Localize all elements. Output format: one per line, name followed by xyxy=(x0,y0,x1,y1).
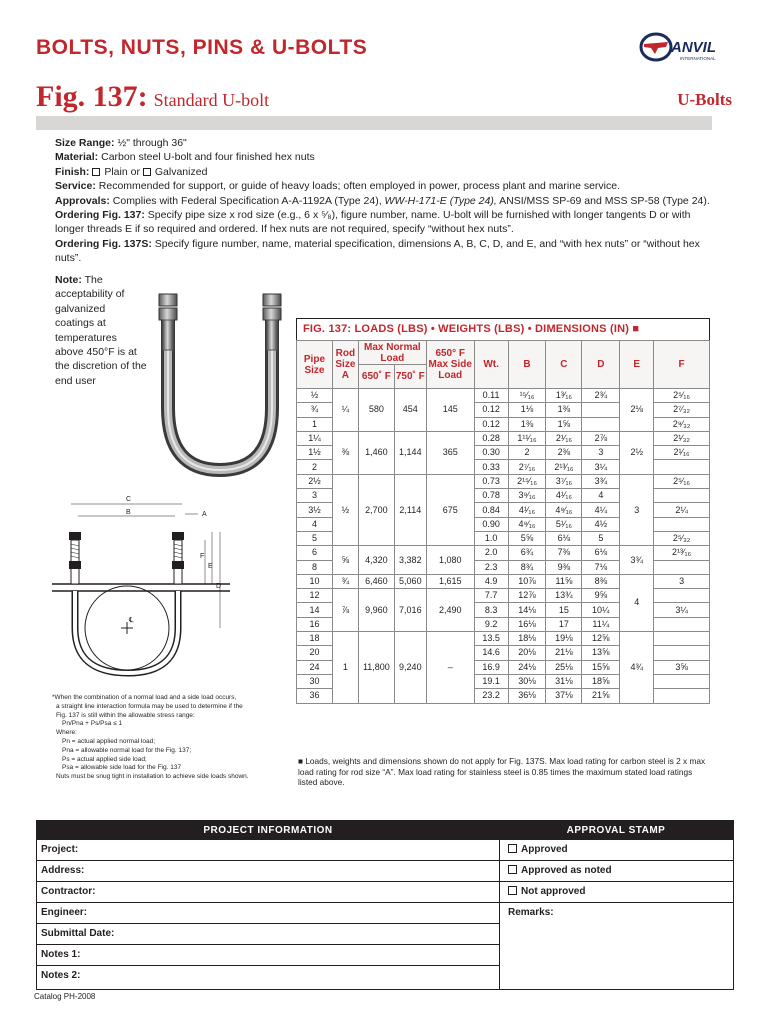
cell-pipe-size: ¾ xyxy=(297,403,333,417)
cell-b: ¹⁵⁄₁₆ xyxy=(508,389,546,403)
cell-weight: 23.2 xyxy=(474,689,508,703)
material-label: Material: xyxy=(55,151,99,164)
contractor-field[interactable]: Contractor: xyxy=(37,882,499,903)
specifications xyxy=(55,136,715,266)
dimensions-table-container xyxy=(296,318,710,704)
cell-normal-650: 2,700 xyxy=(358,474,394,545)
cell-f: 2⁵⁄₃₂ xyxy=(654,531,710,545)
submittal-date-field[interactable]: Submittal Date: xyxy=(37,924,499,945)
remarks-label: Remarks: xyxy=(508,907,554,918)
col-b: B xyxy=(508,341,546,389)
cell-weight: 0.28 xyxy=(474,431,508,445)
cell-weight: 2.3 xyxy=(474,560,508,574)
not-approved-label: Not approved xyxy=(521,886,586,897)
cell-f: 3 xyxy=(654,574,710,588)
formula-line: Pn = actual applied normal load; xyxy=(62,737,156,745)
cell-weight: 0.84 xyxy=(474,503,508,517)
cell-b: 30⅛ xyxy=(508,674,546,688)
approval-stamp-header: APPROVAL STAMP xyxy=(566,825,666,836)
cell-f: 2¹⁄₁₆ xyxy=(654,446,710,460)
cell-c: 3⁷⁄₁₆ xyxy=(546,474,582,488)
u-bolt-image xyxy=(140,288,300,478)
cell-weight: 0.12 xyxy=(474,403,508,417)
formula-line: Pn/Pna + Ps/Psa ≤ 1 xyxy=(62,720,123,728)
cell-e: 4¾ xyxy=(620,632,654,703)
formula-line: Fig. 137 is still within the allowable stress range: xyxy=(56,711,195,719)
cell-b: 1⅛ xyxy=(508,403,546,417)
cell-c: 1³⁄₁₆ xyxy=(546,389,582,403)
cell-pipe-size: 10 xyxy=(297,574,333,588)
centerline-label: ℄ xyxy=(129,617,134,624)
figure-title xyxy=(36,80,269,114)
service: Recommended for support, or guide of heavy loads; often employed in power, process plant and marine service. xyxy=(98,180,621,193)
cell-pipe-size: 3 xyxy=(297,489,333,503)
cell-c: 11⅝ xyxy=(546,574,582,588)
cell-pipe-size: 5 xyxy=(297,531,333,545)
cell-c: 19⅛ xyxy=(546,632,582,646)
cell-weight: 16.9 xyxy=(474,660,508,674)
cell-c: 2¹⁄₁₆ xyxy=(546,431,582,445)
cell-normal-650: 580 xyxy=(358,389,394,432)
cell-pipe-size: 12 xyxy=(297,589,333,603)
cell-c: 15 xyxy=(546,603,582,617)
cell-c: 25⅛ xyxy=(546,660,582,674)
finish-galvanized: Galvanized xyxy=(154,165,208,178)
cell-e: 2⅛ xyxy=(620,389,654,432)
cell-weight: 8.3 xyxy=(474,603,508,617)
cell-c: 5¹⁄₁₆ xyxy=(546,517,582,531)
cell-b: 5⅝ xyxy=(508,531,546,545)
approvals-b: WW-H-171-E (Type 24), xyxy=(384,194,497,207)
cell-normal-650: 11,800 xyxy=(358,632,394,703)
approved-as-noted-option[interactable] xyxy=(500,861,733,882)
anvil-logo xyxy=(638,30,738,66)
cell-b: 12⅞ xyxy=(508,589,546,603)
cell-weight: 0.33 xyxy=(474,460,508,474)
cell-d: 3¾ xyxy=(582,474,620,488)
cell-pipe-size: 1 xyxy=(297,417,333,431)
cell-f xyxy=(654,460,710,474)
cell-c: 31⅛ xyxy=(546,674,582,688)
cell-pipe-size: 24 xyxy=(297,660,333,674)
cell-side-load: – xyxy=(426,632,474,703)
cell-pipe-size: 8 xyxy=(297,560,333,574)
cell-f: 2¼ xyxy=(654,503,710,517)
cell-weight: 0.90 xyxy=(474,517,508,531)
approvals-a: Complies with Federal Specification A-A-1192A (Type 24), xyxy=(112,194,382,207)
cell-rod-size: ⅞ xyxy=(332,589,358,632)
cell-d xyxy=(582,403,620,417)
cell-d: 13⅝ xyxy=(582,646,620,660)
cell-pipe-size: 16 xyxy=(297,617,333,631)
dim-a-label: A xyxy=(202,511,207,518)
cell-weight: 2.0 xyxy=(474,546,508,560)
section-title: BOLTS, NUTS, PINS & U-BOLTS xyxy=(36,36,368,59)
cell-rod-size: 1 xyxy=(332,632,358,703)
cell-d: 12⅝ xyxy=(582,632,620,646)
not-approved-option[interactable] xyxy=(500,882,733,903)
cell-normal-650: 9,960 xyxy=(358,589,394,632)
header-band xyxy=(36,116,712,130)
cell-normal-750: 1,144 xyxy=(394,431,426,474)
finish-label: Finish: xyxy=(55,165,90,178)
cell-side-load: 1,615 xyxy=(426,574,474,588)
cell-c: 21⅛ xyxy=(546,646,582,660)
interaction-formula xyxy=(52,694,302,782)
table-row xyxy=(297,389,710,403)
cell-b: 2⁷⁄₁₆ xyxy=(508,460,546,474)
cell-normal-650: 1,460 xyxy=(358,431,394,474)
cell-weight: 4.9 xyxy=(474,574,508,588)
address-field[interactable]: Address: xyxy=(37,861,499,882)
form-header xyxy=(37,821,733,840)
ordering-137s: Specify figure number, name, material specification, dimensions A, B, C, D, and E, and “with hex nuts” or “without hex nuts”. xyxy=(55,237,700,265)
figure-number: Fig. 137: xyxy=(36,80,148,113)
plain-checkbox xyxy=(92,168,100,176)
cell-d: 21⅝ xyxy=(582,689,620,703)
dim-e-label: E xyxy=(208,563,213,570)
cell-f: 2⁷⁄₃₂ xyxy=(654,403,710,417)
cell-rod-size: ¼ xyxy=(332,389,358,432)
cell-weight: 19.1 xyxy=(474,674,508,688)
cell-b: 3⁹⁄₁₆ xyxy=(508,489,546,503)
project-information-form xyxy=(36,820,734,990)
project-info-header: PROJECT INFORMATION xyxy=(203,825,333,836)
cell-d: 7⅛ xyxy=(582,560,620,574)
cell-d: 11¼ xyxy=(582,617,620,631)
cell-c: 9⅜ xyxy=(546,560,582,574)
cell-f xyxy=(654,689,710,703)
cell-c: 4¹⁄₁₆ xyxy=(546,489,582,503)
cell-d: 4 xyxy=(582,489,620,503)
cell-pipe-size: 2½ xyxy=(297,474,333,488)
cell-b: 36⅛ xyxy=(508,689,546,703)
formula-line: Psa = allowable side load for the Fig. 137 xyxy=(62,764,182,772)
cell-weight: 0.73 xyxy=(474,474,508,488)
cell-d: 2⅞ xyxy=(582,431,620,445)
logo-subtext: INTERNATIONAL xyxy=(680,56,716,61)
cell-f: 2⁵⁄₁₆ xyxy=(654,389,710,403)
formula-line: Pna = allowable normal load for the Fig. 137; xyxy=(62,746,192,754)
cell-pipe-size: 18 xyxy=(297,632,333,646)
table-row xyxy=(297,574,710,588)
approvals-label: Approvals: xyxy=(55,194,110,207)
col-side-load: 650° F Max Side Load xyxy=(426,341,474,389)
galvanized-checkbox xyxy=(143,168,151,176)
formula-line: a straight line interaction formula may be used to determine if the xyxy=(56,702,243,710)
col-650: 650˚ F xyxy=(358,365,394,389)
cell-pipe-size: 4 xyxy=(297,517,333,531)
cell-c: 7⅜ xyxy=(546,546,582,560)
cell-b: 24⅛ xyxy=(508,660,546,674)
formula-line: Ps = actual applied side load; xyxy=(62,755,147,763)
note-text: The acceptability of galvanized coatings at temperatures above 450°F is at the discretion of the end user xyxy=(55,274,147,387)
cell-normal-750: 5,060 xyxy=(394,574,426,588)
cell-d: 8⅜ xyxy=(582,574,620,588)
cell-b: 16⅛ xyxy=(508,617,546,631)
cell-b: 14⅛ xyxy=(508,603,546,617)
col-pipe-size: Pipe Size xyxy=(297,341,333,389)
dim-c-label: C xyxy=(126,496,132,503)
col-750: 750˚ F xyxy=(394,365,426,389)
cell-c: 6⅛ xyxy=(546,531,582,545)
cell-side-load: 145 xyxy=(426,389,474,432)
cell-pipe-size: 1¼ xyxy=(297,431,333,445)
approved-as-noted-label: Approved as noted xyxy=(521,865,612,876)
cell-weight: 9.2 xyxy=(474,617,508,631)
cell-normal-750: 9,240 xyxy=(394,632,426,703)
cell-weight: 14.6 xyxy=(474,646,508,660)
cell-c: 37⅛ xyxy=(546,689,582,703)
cell-d: 4½ xyxy=(582,517,620,531)
cell-f: 3¼ xyxy=(654,603,710,617)
formula-line: *When the combination of a normal load and a side load occurs, xyxy=(52,694,237,701)
cell-side-load: 2,490 xyxy=(426,589,474,632)
dimension-drawing xyxy=(40,488,240,683)
cell-e: 4 xyxy=(620,574,654,631)
cell-weight: 0.11 xyxy=(474,389,508,403)
cell-pipe-size: 20 xyxy=(297,646,333,660)
engineer-field[interactable]: Engineer: xyxy=(37,903,499,924)
project-field[interactable]: Project: xyxy=(37,840,499,861)
cell-d: 3 xyxy=(582,446,620,460)
cell-b: 2 xyxy=(508,446,546,460)
cell-c: 2¹³⁄₁₆ xyxy=(546,460,582,474)
cell-weight: 0.30 xyxy=(474,446,508,460)
cell-pipe-size: 2 xyxy=(297,460,333,474)
size-range-label: Size Range: xyxy=(55,137,115,149)
cell-b: 8¾ xyxy=(508,560,546,574)
cell-d: 3¼ xyxy=(582,460,620,474)
cell-pipe-size: 3½ xyxy=(297,503,333,517)
cell-normal-650: 6,460 xyxy=(358,574,394,588)
table-footnote: ■ Loads, weights and dimensions shown do not apply for Fig. 137S. Max load rating for carbon steel is 2 x max load rating for rod size “A”. Max load rating for stainless steel is 0.85 times the maximum stated load ratings listed above. xyxy=(298,756,706,787)
cell-normal-650: 4,320 xyxy=(358,546,394,575)
dimensions-table xyxy=(296,340,710,704)
notes-1-field[interactable]: Notes 1: xyxy=(37,945,499,966)
size-range: ½" through 36" xyxy=(117,137,187,149)
cell-weight: 0.12 xyxy=(474,417,508,431)
cell-f: 2⁵⁄₁₆ xyxy=(654,474,710,488)
cell-pipe-size: 1½ xyxy=(297,446,333,460)
cell-pipe-size: ½ xyxy=(297,389,333,403)
approved-checkbox[interactable] xyxy=(508,844,517,853)
figure-category: U-Bolts xyxy=(677,90,732,109)
cell-b: 4¹⁄₁₆ xyxy=(508,503,546,517)
service-label: Service: xyxy=(55,180,96,193)
approved-label: Approved xyxy=(521,844,568,855)
cell-pipe-size: 30 xyxy=(297,674,333,688)
remarks-field[interactable] xyxy=(500,903,733,983)
cell-side-load: 1,080 xyxy=(426,546,474,575)
cell-normal-750: 2,114 xyxy=(394,474,426,545)
cell-d: 2¾ xyxy=(582,389,620,403)
cell-b: 18⅛ xyxy=(508,632,546,646)
table-row xyxy=(297,474,710,488)
cell-f xyxy=(654,646,710,660)
not-approved-checkbox[interactable] xyxy=(508,886,517,895)
approved-option[interactable] xyxy=(500,840,733,861)
notes-2-field[interactable]: Notes 2: xyxy=(41,970,81,981)
cell-b: 20⅛ xyxy=(508,646,546,660)
table-body xyxy=(297,389,710,704)
table-title: FIG. 137: LOADS (LBS) • WEIGHTS (LBS) • DIMENSIONS (IN) ■ xyxy=(296,318,710,340)
formula-line: Nuts must be snug tight in installation to achieve side loads shown. xyxy=(56,773,249,781)
cell-d: 5 xyxy=(582,531,620,545)
cell-weight: 1.0 xyxy=(474,531,508,545)
cell-normal-750: 454 xyxy=(394,389,426,432)
cell-side-load: 365 xyxy=(426,431,474,474)
ordering-137-label: Ordering Fig. 137: xyxy=(55,209,145,222)
material: Carbon steel U-bolt and four finished hex nuts xyxy=(101,151,315,164)
cell-c: 1⅜ xyxy=(546,403,582,417)
cell-weight: 0.78 xyxy=(474,489,508,503)
cell-d: 10¼ xyxy=(582,603,620,617)
cell-c: 13¾ xyxy=(546,589,582,603)
cell-rod-size: ¾ xyxy=(332,574,358,588)
cell-c: 2⅜ xyxy=(546,446,582,460)
col-max-normal: Max Normal Load xyxy=(358,341,426,365)
cell-c: 17 xyxy=(546,617,582,631)
cell-f xyxy=(654,560,710,574)
table-row xyxy=(297,546,710,560)
cell-f: 2¹⁄₃₂ xyxy=(654,431,710,445)
cell-c: 1⅝ xyxy=(546,417,582,431)
cell-b: 1¹¹⁄₁₆ xyxy=(508,431,546,445)
cell-c: 4⁹⁄₁₆ xyxy=(546,503,582,517)
col-c: C xyxy=(546,341,582,389)
logo-text: ANVIL xyxy=(671,39,716,56)
cell-f xyxy=(654,632,710,646)
figure-name: Standard U-bolt xyxy=(153,90,270,110)
cell-e: 3¾ xyxy=(620,546,654,575)
cell-normal-750: 7,016 xyxy=(394,589,426,632)
formula-line: Where: xyxy=(56,729,77,737)
cell-e: 3 xyxy=(620,474,654,545)
ordering-137s-label: Ordering Fig. 137S: xyxy=(55,237,152,250)
cell-normal-750: 3,382 xyxy=(394,546,426,575)
cell-d: 9⅝ xyxy=(582,589,620,603)
col-weight: Wt. xyxy=(474,341,508,389)
finish-plain: Plain or xyxy=(104,165,140,178)
cell-weight: 7.7 xyxy=(474,589,508,603)
approvals-c: ANSI/MSS SP-69 and MSS SP-58 (Type 24). xyxy=(499,194,710,207)
cell-d: 18⅝ xyxy=(582,674,620,688)
col-rod-size: Rod Size A xyxy=(332,341,358,389)
cell-f: 2⁹⁄₃₂ xyxy=(654,417,710,431)
cell-f xyxy=(654,674,710,688)
col-e: E xyxy=(620,341,654,389)
col-f: F xyxy=(654,341,710,389)
cell-b: 1⅜ xyxy=(508,417,546,431)
note-label: Note: xyxy=(55,274,82,286)
cell-f xyxy=(654,589,710,603)
dim-f-label: F xyxy=(200,553,205,560)
cell-b: 2¹⁵⁄₁₆ xyxy=(508,474,546,488)
catalog-reference: Catalog PH-2008 xyxy=(34,992,96,1001)
cell-side-load: 675 xyxy=(426,474,474,545)
cell-d: 6⅛ xyxy=(582,546,620,560)
cell-d: 15⅝ xyxy=(582,660,620,674)
cell-d xyxy=(582,417,620,431)
cell-f: 3⅝ xyxy=(654,660,710,674)
dim-d-label: D xyxy=(216,583,222,590)
col-d: D xyxy=(582,341,620,389)
ordering-137: Specify pipe size x rod size (e.g., 6 x ⁵⁄₈), figure number, name. U-bolt will be furnished with longer tangents D or with longer threads E if so required and ordered. If hex nuts are not required, specify “without hex nuts”. xyxy=(55,209,691,236)
galvanized-note xyxy=(55,273,147,388)
cell-b: 10⅞ xyxy=(508,574,546,588)
cell-f xyxy=(654,517,710,531)
cell-d: 4¼ xyxy=(582,503,620,517)
cell-b: 4⁹⁄₁₆ xyxy=(508,517,546,531)
cell-f: 2¹³⁄₁₆ xyxy=(654,546,710,560)
cell-rod-size: ⅝ xyxy=(332,546,358,575)
table-row xyxy=(297,431,710,445)
cell-weight: 13.5 xyxy=(474,632,508,646)
cell-rod-size: ½ xyxy=(332,474,358,545)
approved-as-noted-checkbox[interactable] xyxy=(508,865,517,874)
cell-pipe-size: 36 xyxy=(297,689,333,703)
cell-e: 2½ xyxy=(620,431,654,474)
cell-rod-size: ⅜ xyxy=(332,431,358,474)
cell-f xyxy=(654,489,710,503)
table-row xyxy=(297,632,710,646)
cell-pipe-size: 14 xyxy=(297,603,333,617)
cell-b: 6¾ xyxy=(508,546,546,560)
dim-b-label: B xyxy=(126,509,131,516)
cell-f xyxy=(654,617,710,631)
cell-pipe-size: 6 xyxy=(297,546,333,560)
